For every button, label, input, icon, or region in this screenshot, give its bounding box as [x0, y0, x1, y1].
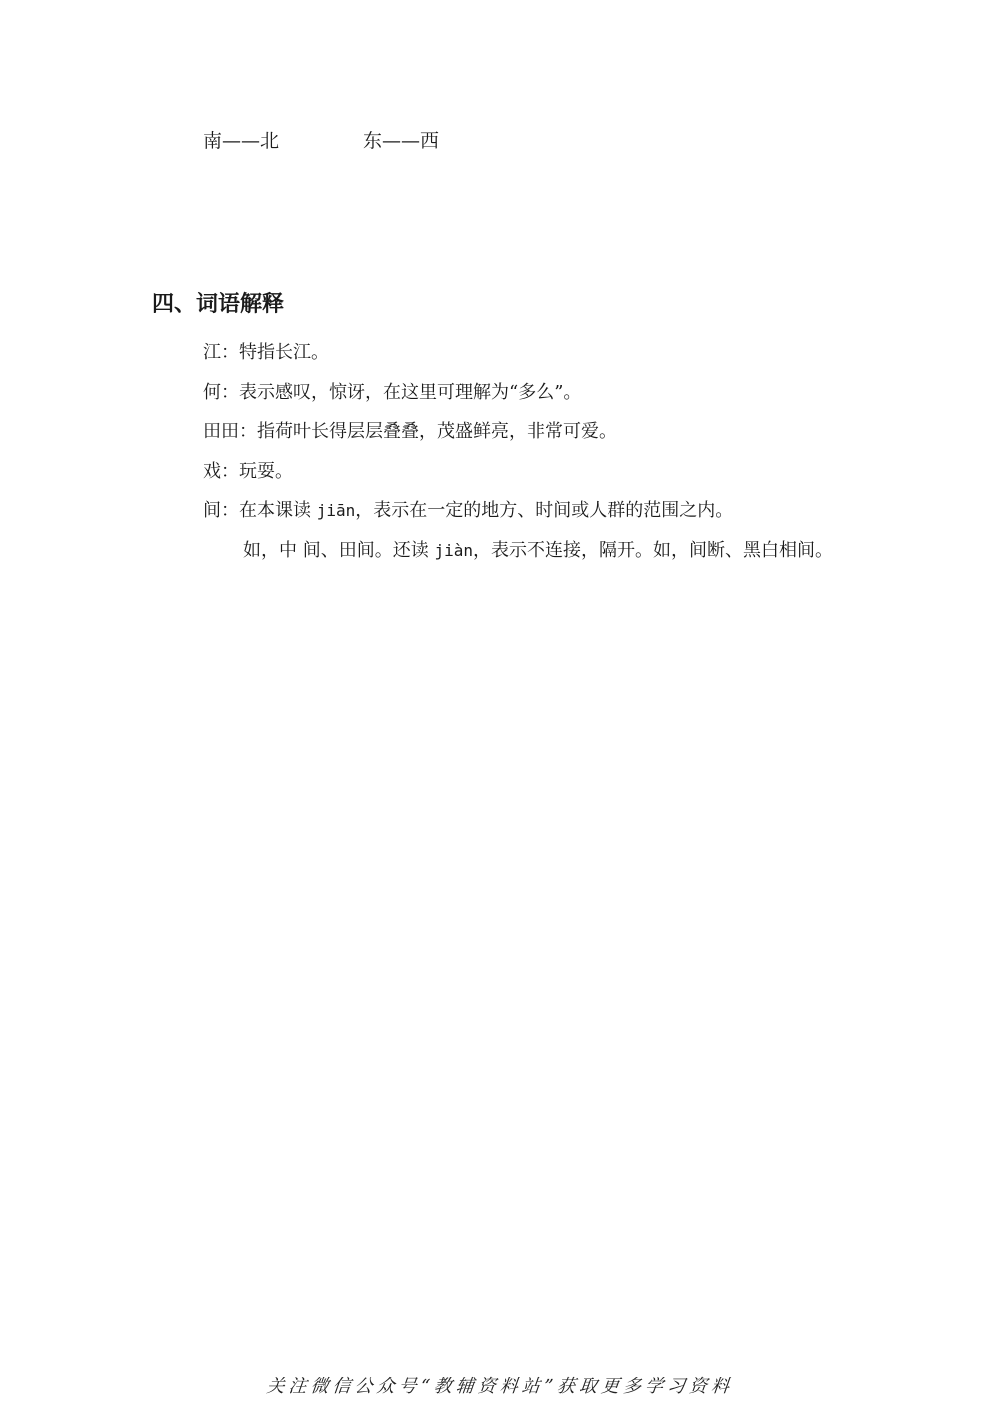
- definition-item: [203, 378, 963, 418]
- definition-text: 玩耍。: [239, 460, 293, 482]
- antonym-pair-south-north: 南——北: [203, 130, 280, 152]
- definition-text: 指荷叶长得层层叠叠，茂盛鲜亮，非常可爱。: [257, 421, 617, 442]
- antonym-pair-east-west: 东——西: [363, 130, 440, 152]
- definition-text: 表示感叹，惊讶，在这里可理解为“多么”。: [239, 381, 582, 403]
- antonym-pairs: [203, 128, 440, 154]
- section-title: 四、词语解释: [152, 292, 285, 317]
- footer-note: 关注微信公众号“教辅资料站”获取更多学习资料: [265, 1376, 735, 1397]
- definition-text: 如，中 间、田间。还读: [243, 539, 435, 561]
- definition-item: [203, 338, 963, 378]
- definition-text: ，表示不连接，隔开。如，间断、黑白相间。: [472, 539, 833, 561]
- definition-list: [203, 338, 963, 575]
- definition-item: [203, 417, 963, 457]
- definition-text: 在本课读: [239, 500, 317, 521]
- definition-text: ，表示在一定的地方、时间或人群的范围之内。: [355, 500, 734, 521]
- definition-continuation: [203, 536, 963, 576]
- definition-term: 田田：: [203, 421, 257, 442]
- definition-item: [203, 457, 963, 497]
- pinyin-text: jiān: [316, 501, 356, 520]
- definition-term: 间：: [203, 500, 239, 521]
- definition-term: 何：: [203, 381, 239, 403]
- definition-term: 戏：: [203, 460, 239, 482]
- pinyin-text: jiàn: [434, 540, 473, 560]
- definition-term: 江：: [203, 342, 239, 363]
- definition-text: 特指长江。: [239, 342, 329, 363]
- definition-item: [203, 496, 963, 536]
